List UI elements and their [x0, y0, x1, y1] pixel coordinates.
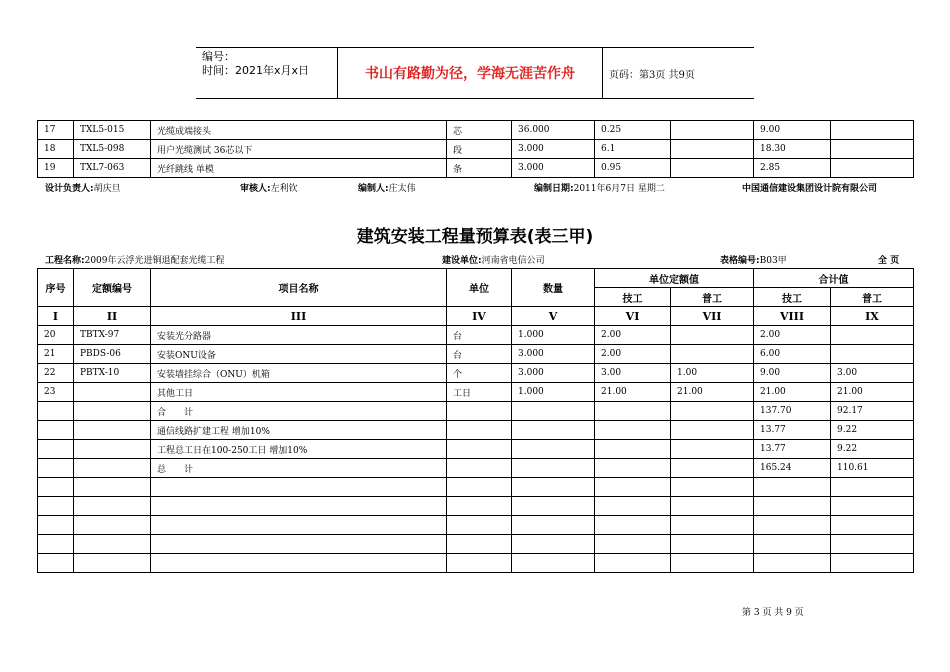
- table-cell: [671, 326, 754, 345]
- table-cell: 13.77: [754, 421, 831, 440]
- table-cell: [74, 383, 151, 402]
- table-cell: 92.17: [831, 402, 914, 421]
- table-cell: [595, 478, 671, 497]
- table-row: [38, 159, 914, 178]
- table-cell: [671, 140, 754, 159]
- table-cell: 3.000: [512, 140, 595, 159]
- header-meta: [202, 50, 309, 78]
- table-cell: 2.00: [595, 345, 671, 364]
- table-cell: [447, 535, 512, 554]
- column-roman-label: VII: [671, 307, 754, 326]
- table-cell: 20: [38, 326, 74, 345]
- table-cell: 21.00: [831, 383, 914, 402]
- table-cell: [512, 402, 595, 421]
- header-skilled: 技工: [595, 288, 671, 307]
- page-title: 建筑安装工程量预算表(表三甲): [356, 227, 594, 247]
- table-row: [38, 478, 914, 497]
- construction-unit: 建设单位:河南省电信公司: [442, 256, 545, 266]
- table-cell: [447, 516, 512, 535]
- table-cell: 0.25: [595, 121, 671, 140]
- table-cell: [512, 554, 595, 573]
- time-label: 时间：2021年x月x日: [202, 64, 310, 77]
- table-cell: 合 计: [151, 402, 447, 421]
- table-cell: 3.000: [512, 159, 595, 178]
- code-label: 编号：: [202, 50, 235, 63]
- table-cell: 台: [447, 345, 512, 364]
- table-cell: 110.61: [831, 459, 914, 478]
- table-cell: [38, 535, 74, 554]
- table-cell: [831, 516, 914, 535]
- table-cell: 9.00: [754, 364, 831, 383]
- project-name: 工程名称:2009年云浮光进铜退配套光缆工程: [45, 256, 225, 266]
- compile-date: 编制日期:2011年6月7日 星期二: [534, 184, 665, 194]
- header-general-total: 普工: [831, 288, 914, 307]
- table-cell: 6.00: [754, 345, 831, 364]
- table-cell: 21.00: [671, 383, 754, 402]
- table-row: [38, 140, 914, 159]
- table-cell: 2.00: [595, 326, 671, 345]
- table-row: [38, 364, 914, 383]
- table-cell: [671, 554, 754, 573]
- table-row: [38, 516, 914, 535]
- table-cell: [671, 402, 754, 421]
- table-cell: 其他工日: [151, 383, 447, 402]
- header-name: 项目名称: [151, 269, 447, 307]
- table-cell: [74, 478, 151, 497]
- table-cell: 芯: [447, 121, 512, 140]
- table-cell: 安装ONU设备: [151, 345, 447, 364]
- table-cell: 段: [447, 140, 512, 159]
- table-row: [38, 459, 914, 478]
- table-cell: [512, 421, 595, 440]
- table-cell: 工日: [447, 383, 512, 402]
- table-cell: [74, 402, 151, 421]
- table-cell: 安装墙挂综合（ONU）机箱: [151, 364, 447, 383]
- table-cell: [754, 554, 831, 573]
- table-cell: 17: [38, 121, 74, 140]
- table-cell: [831, 326, 914, 345]
- table-cell: [512, 440, 595, 459]
- table-row: [38, 535, 914, 554]
- table-cell: [595, 421, 671, 440]
- table-cell: 3.000: [512, 364, 595, 383]
- column-roman-label: III: [151, 307, 447, 326]
- table-cell: [151, 478, 447, 497]
- page-footer: 第 3 页 共 9 页: [742, 608, 804, 618]
- table-cell: 36.000: [512, 121, 595, 140]
- header-code: 定额编号: [74, 269, 151, 307]
- header-seq: 序号: [38, 269, 74, 307]
- table-cell: 21: [38, 345, 74, 364]
- table-cell: [38, 421, 74, 440]
- table-cell: 23: [38, 383, 74, 402]
- table-cell: 通信线路扩建工程 增加10%: [151, 421, 447, 440]
- table-row: [38, 440, 914, 459]
- table-cell: 165.24: [754, 459, 831, 478]
- table-cell: [595, 497, 671, 516]
- table-cell: [512, 459, 595, 478]
- table-cell: [831, 121, 914, 140]
- table-cell: TXL5-098: [74, 140, 151, 159]
- header-unit-quota: 单位定额值: [595, 269, 754, 288]
- table-cell: [754, 516, 831, 535]
- table-cell: [447, 478, 512, 497]
- table-cell: [671, 459, 754, 478]
- table-cell: 22: [38, 364, 74, 383]
- table-cell: [671, 516, 754, 535]
- table-row: [38, 497, 914, 516]
- table-cell: [595, 535, 671, 554]
- budget-table: [37, 268, 914, 573]
- table-cell: 1.00: [671, 364, 754, 383]
- table-cell: 总 计: [151, 459, 447, 478]
- table-cell: 2.85: [754, 159, 831, 178]
- table-cell: [671, 159, 754, 178]
- table-cell: 21.00: [595, 383, 671, 402]
- table-cell: [595, 459, 671, 478]
- table-cell: [831, 478, 914, 497]
- table-cell: 光纤跳线 单模: [151, 159, 447, 178]
- table-cell: [831, 554, 914, 573]
- table-cell: 3.00: [831, 364, 914, 383]
- page-count: 全 页: [878, 256, 900, 266]
- form-number: 表格编号:B03甲: [720, 256, 787, 266]
- table-cell: 19: [38, 159, 74, 178]
- page-header: [196, 47, 754, 99]
- table-cell: [151, 497, 447, 516]
- column-roman-label: VI: [595, 307, 671, 326]
- table-cell: [38, 497, 74, 516]
- table-cell: [831, 535, 914, 554]
- table-cell: [74, 440, 151, 459]
- designer: 设计负责人:胡庆旦: [45, 184, 121, 194]
- table-cell: [447, 497, 512, 516]
- table-cell: 3.00: [595, 364, 671, 383]
- table-cell: 2.00: [754, 326, 831, 345]
- table-cell: [151, 554, 447, 573]
- table-cell: [595, 554, 671, 573]
- reviewer: 审核人:左利钦: [240, 184, 298, 194]
- table-cell: [831, 159, 914, 178]
- table-cell: 9.22: [831, 421, 914, 440]
- table-cell: [447, 440, 512, 459]
- table-row: [38, 421, 914, 440]
- table-cell: 1.000: [512, 326, 595, 345]
- table-row: [38, 121, 914, 140]
- table-cell: [831, 140, 914, 159]
- table-cell: [595, 402, 671, 421]
- table-cell: [512, 478, 595, 497]
- table-cell: [671, 497, 754, 516]
- table-cell: 1.000: [512, 383, 595, 402]
- table-cell: [74, 535, 151, 554]
- table-cell: [38, 402, 74, 421]
- table-cell: [831, 345, 914, 364]
- table-cell: [671, 121, 754, 140]
- table-cell: [447, 459, 512, 478]
- table-cell: 6.1: [595, 140, 671, 159]
- table-cell: [38, 459, 74, 478]
- table-cell: 9.00: [754, 121, 831, 140]
- table-cell: [671, 421, 754, 440]
- company: 中国通信建设集团设计院有限公司: [742, 184, 878, 194]
- table-cell: 台: [447, 326, 512, 345]
- table-cell: [151, 535, 447, 554]
- header-total: 合计值: [754, 269, 914, 288]
- table-cell: [671, 440, 754, 459]
- table-cell: [754, 478, 831, 497]
- table-cell: 18.30: [754, 140, 831, 159]
- column-roman-label: I: [38, 307, 74, 326]
- column-roman-label: IX: [831, 307, 914, 326]
- column-roman-label: IV: [447, 307, 512, 326]
- table-cell: 工程总工日在100-250工日 增加10%: [151, 440, 447, 459]
- table-cell: 18: [38, 140, 74, 159]
- table-cell: 9.22: [831, 440, 914, 459]
- table-cell: [512, 497, 595, 516]
- table-cell: [595, 440, 671, 459]
- table-cell: 用户光缆测试 36芯以下: [151, 140, 447, 159]
- table-cell: [512, 535, 595, 554]
- table-cell: 3.000: [512, 345, 595, 364]
- table-cell: [671, 478, 754, 497]
- table-cell: [151, 516, 447, 535]
- table-cell: [595, 516, 671, 535]
- table-cell: [74, 421, 151, 440]
- header-general: 普工: [671, 288, 754, 307]
- table-cell: [74, 554, 151, 573]
- table-cell: TBTX-97: [74, 326, 151, 345]
- table-row: [38, 326, 914, 345]
- table-cell: 条: [447, 159, 512, 178]
- continued-table: [37, 120, 914, 178]
- table-cell: [447, 421, 512, 440]
- table-row: [38, 345, 914, 364]
- motto: 书山有路勤为径，学海无涯苦作舟: [337, 48, 603, 98]
- table-cell: [74, 516, 151, 535]
- table-row: [38, 383, 914, 402]
- table-cell: 光缆成端接头: [151, 121, 447, 140]
- page-label: 页码：第3页 共9页: [609, 70, 695, 81]
- table-cell: PBTX-10: [74, 364, 151, 383]
- column-roman-label: II: [74, 307, 151, 326]
- table-cell: [38, 440, 74, 459]
- table-cell: TXL7-063: [74, 159, 151, 178]
- table-cell: [447, 402, 512, 421]
- column-roman-label: VIII: [754, 307, 831, 326]
- header-qty: 数量: [512, 269, 595, 307]
- table-cell: [447, 554, 512, 573]
- column-roman-label: V: [512, 307, 595, 326]
- table-cell: [754, 497, 831, 516]
- table-cell: [38, 554, 74, 573]
- table-cell: 21.00: [754, 383, 831, 402]
- table-cell: PBDS-06: [74, 345, 151, 364]
- table-cell: [74, 459, 151, 478]
- table-cell: 13.77: [754, 440, 831, 459]
- table-cell: [512, 516, 595, 535]
- table-cell: [671, 345, 754, 364]
- table-cell: 个: [447, 364, 512, 383]
- table-cell: [831, 497, 914, 516]
- table-cell: [38, 478, 74, 497]
- table-cell: [754, 535, 831, 554]
- table-cell: [74, 497, 151, 516]
- header-unit: 单位: [447, 269, 512, 307]
- table-cell: [671, 535, 754, 554]
- table-cell: 安装光分路器: [151, 326, 447, 345]
- header-skilled-total: 技工: [754, 288, 831, 307]
- compiler: 编制人:庄太伟: [358, 184, 416, 194]
- table-row: [38, 402, 914, 421]
- table-cell: 137.70: [754, 402, 831, 421]
- table-cell: 0.95: [595, 159, 671, 178]
- table-cell: TXL5-015: [74, 121, 151, 140]
- table-cell: [38, 516, 74, 535]
- table-row: [38, 554, 914, 573]
